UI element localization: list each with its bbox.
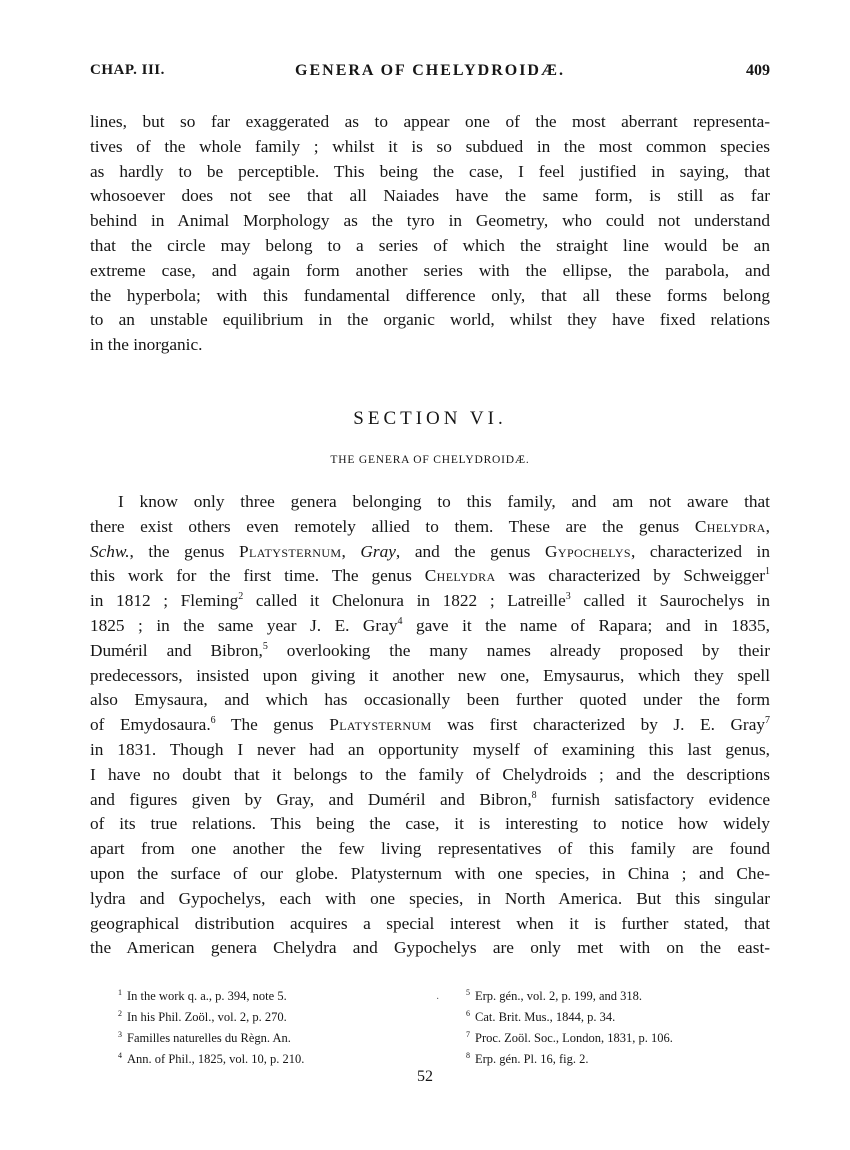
footnote: $^1$ In the work q. a., p. 394, note 5.: [118, 988, 287, 1003]
genus-name: Platysternum: [329, 715, 432, 735]
footnote: $^6$ Cat. Brit. Mus., 1844, p. 34.: [466, 1009, 616, 1024]
text-line: I have no doubt that it belongs to the family of Chelydroids ; and the descriptions: [90, 764, 770, 784]
footnote-ref: 1: [765, 566, 770, 578]
text-line: of Emydosaura.$^6$ The genus Platysternum was first characterized by J. E. Gray$^7$: [90, 715, 770, 735]
footnote-ref: 2: [238, 591, 244, 603]
text-line: as hardly to be perceptible. This being the case, I feel justified in saying, that: [90, 161, 770, 181]
section-heading: SECTION VI.: [353, 408, 507, 429]
text-line: Duméril and Bibron,$^5$ overlooking the many names already proposed by their: [90, 640, 770, 660]
section-subheading: THE GENERA OF CHELYDROIDÆ.: [330, 454, 530, 466]
footnote: $^7$ Proc. Zoöl. Soc., London, 1831, p. 106.: [466, 1030, 673, 1045]
footnote: $^4$ Ann. of Phil., 1825, vol. 10, p. 210.: [118, 1051, 305, 1066]
text-line: geographical distribution acquires a special interest when it is further stated, that: [90, 913, 770, 933]
text-line: to an unstable equilibrium in the organic world, whilst they have fixed relations: [90, 310, 770, 330]
page-number: 409: [746, 62, 770, 79]
text-line: and figures given by Gray, and Duméril and Bibron,$^8$ furnish satisfactory evidence: [90, 789, 770, 809]
text-line: lydra and Gypochelys, each with one species, in North America. But this singular: [90, 888, 770, 908]
text-line: the hyperbola; with this fundamental difference only, that all these forms belong: [90, 285, 770, 305]
text-line: upon the surface of our globe. Platysternum with one species, in China ; and Che-: [90, 863, 770, 883]
author-abbrev: Gray: [360, 541, 396, 561]
genus-name: Gypochelys: [545, 541, 631, 561]
continued-paragraph: [90, 110, 770, 358]
text-line: there exist others even remotely allied to them. These are the genus Chelydra,: [90, 516, 770, 536]
footnote-separator: ·: [436, 994, 440, 1005]
text-line: 1825 ; in the same year J. E. Gray$^4$ gave it the name of Rapara; and in 1835,: [90, 615, 770, 635]
text-line: Schw., the genus Platysternum, Gray, and the genus Gypochelys, characterized in: [90, 541, 770, 561]
text-line: that the circle may belong to a series of which the straight line would be an: [90, 235, 770, 255]
author-abbrev: Schw.: [90, 541, 130, 561]
text-line: of its true relations. This being the case, it is interesting to notice how widely: [90, 814, 770, 834]
genus-name: Chelydra: [694, 516, 766, 536]
genus-name: Chelydra: [424, 566, 496, 586]
footnote: $^2$ In his Phil. Zoöl., vol. 2, p. 270.: [118, 1009, 287, 1024]
running-head: [90, 62, 770, 88]
footnote: $^8$ Erp. gén. Pl. 16, fig. 2.: [466, 1051, 589, 1066]
text-line: this work for the first time. The genus Chelydra was characterized by Schweigger$^1$: [90, 566, 770, 586]
main-paragraph: [90, 490, 770, 961]
footnote-ref: 6: [210, 715, 216, 727]
chapter-label: CHAP. III.: [90, 62, 165, 78]
footnote-ref: 8: [531, 789, 537, 801]
text-line: tives of the whole family ; whilst it is so subdued in the most common species: [90, 136, 770, 156]
genus-name: Platysternum: [239, 541, 342, 561]
text-line: behind in Animal Morphology as the tyro in Geometry, who could not understand: [90, 211, 770, 231]
footnote-ref: 4: [397, 615, 403, 627]
footnote: $^3$ Familles naturelles du Règn. An.: [118, 1030, 291, 1045]
footnote-ref: 5: [262, 640, 268, 652]
running-title: GENERA OF CHELYDROIDÆ.: [295, 62, 565, 79]
footnote-column-left: [118, 986, 418, 1070]
text-line: in 1831. Though I never had an opportunity myself of examining this last genus,: [90, 739, 770, 759]
text-line: the American genera Chelydra and Gypochelys are only met with on the east-: [90, 938, 770, 958]
text-line: also Emysaura, and which has occasionally been further quoted under the form: [90, 690, 770, 710]
text-line: lines, but so far exaggerated as to appear one of the most aberrant representa-: [90, 112, 770, 131]
footnote-ref: 3: [565, 591, 571, 603]
text-line: in the inorganic.: [90, 335, 203, 355]
text-line: whosoever does not see that all Naiades have the same form, is still as far: [90, 186, 770, 206]
text-line: predecessors, insisted upon giving it another new one, Emysaurus, which they spell: [90, 665, 770, 685]
text-line: extreme case, and again form another series with the ellipse, the parabola, and: [90, 260, 770, 280]
footnote-column-right: [466, 986, 766, 1070]
text-line: apart from one another the few living representatives of this family are found: [90, 839, 770, 859]
footnote: $^5$ Erp. gén., vol. 2, p. 199, and 318.: [466, 988, 642, 1003]
text-line: I know only three genera belonging to this family, and am not aware that: [118, 492, 770, 511]
footnote-ref: 7: [765, 715, 770, 727]
text-line: in 1812 ; Fleming$^2$ called it Chelonura in 1822 ; Latreille$^3$ called it Saurochelys in: [90, 591, 770, 611]
signature-mark: 52: [417, 1068, 433, 1085]
